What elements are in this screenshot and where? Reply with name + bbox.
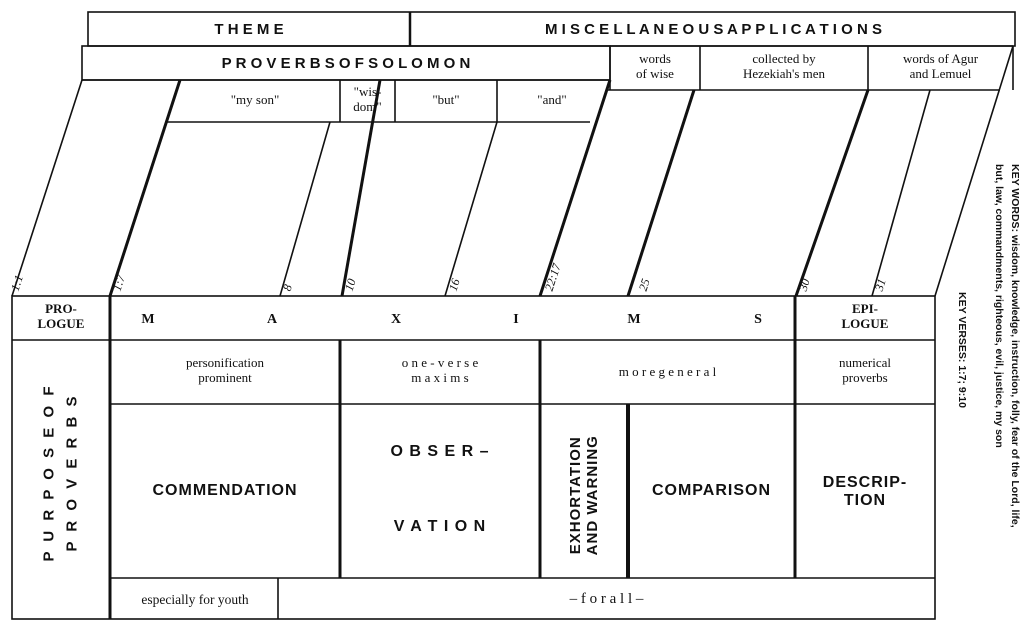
ref-8: 8	[279, 282, 295, 293]
wisdom-label: "wis- dom"	[353, 84, 382, 114]
and-label: "and"	[537, 92, 567, 107]
maxim-letter-s: S	[754, 312, 762, 327]
maxim-letter-a: A	[266, 312, 278, 327]
proverbs-of-solomon-label: P R O V E R B S O F S O L O M O N	[221, 55, 471, 72]
my-son-label: "my son"	[230, 92, 280, 107]
for-all-label: – f o r a l l –	[569, 591, 644, 607]
comparison-label: COMPARISON	[651, 482, 772, 499]
especially-for-youth-label: especially for youth	[141, 592, 249, 607]
description-label: DESCRIP- TION	[822, 474, 908, 510]
exhortation-label: EXHORTATION AND WARNING	[566, 435, 601, 556]
words-of-agur-label: words of Agur and Lemuel	[902, 51, 979, 81]
ref-1-1: 1:1	[7, 273, 26, 293]
epilogue-label: EPI- LOGUE	[841, 301, 889, 331]
maxim-letter-m1: M	[141, 312, 155, 327]
but-label: "but"	[432, 92, 460, 107]
ref-31: 31	[871, 276, 889, 293]
purpose-of-proverbs-label: P U R P O S E O F P R O V E R B S	[40, 383, 80, 562]
ref-25: 25	[635, 276, 653, 293]
maxim-letter-x: X	[390, 312, 402, 327]
numerical-proverbs-label: numerical proverbs	[839, 355, 891, 385]
vation-label: V A T I O N	[393, 518, 487, 535]
prologue-label: PRO- LOGUE	[37, 301, 85, 331]
ref-16: 16	[445, 276, 463, 293]
theme-label: T H E M E	[214, 21, 284, 38]
maxim-letter-i: I	[513, 312, 519, 327]
words-of-wise-label: words of wise	[636, 51, 674, 81]
ref-30: 30	[795, 276, 813, 293]
obser-label: O B S E R –	[390, 443, 490, 460]
key-words-line2: but, law, commandments, righteous, evil, justice, my son	[993, 164, 1005, 448]
maxim-letter-m2: M	[627, 312, 641, 327]
one-verse-maxims-label: o n e - v e r s e m a x i m s	[401, 355, 479, 385]
collected-by-label: collected by Hezekiah's men	[742, 51, 826, 81]
ref-1-7: 1:7	[109, 273, 128, 293]
more-general-label: m o r e g e n e r a l	[618, 364, 717, 379]
key-words-line1: KEY WORDS: wisdom, knowledge, instruction, folly, fear of the Lord, life,	[1009, 164, 1021, 528]
key-verses-label: KEY VERSES: 1:7; 9:10	[956, 292, 968, 408]
commendation-label: COMMENDATION	[152, 482, 298, 499]
ref-10: 10	[341, 276, 359, 293]
misc-applications-label: M I S C E L L A N E O U S A P P L I C A T I O N S	[544, 21, 882, 38]
ref-22-17: 22:17	[541, 261, 564, 293]
personification-label: personification prominent	[186, 355, 264, 385]
